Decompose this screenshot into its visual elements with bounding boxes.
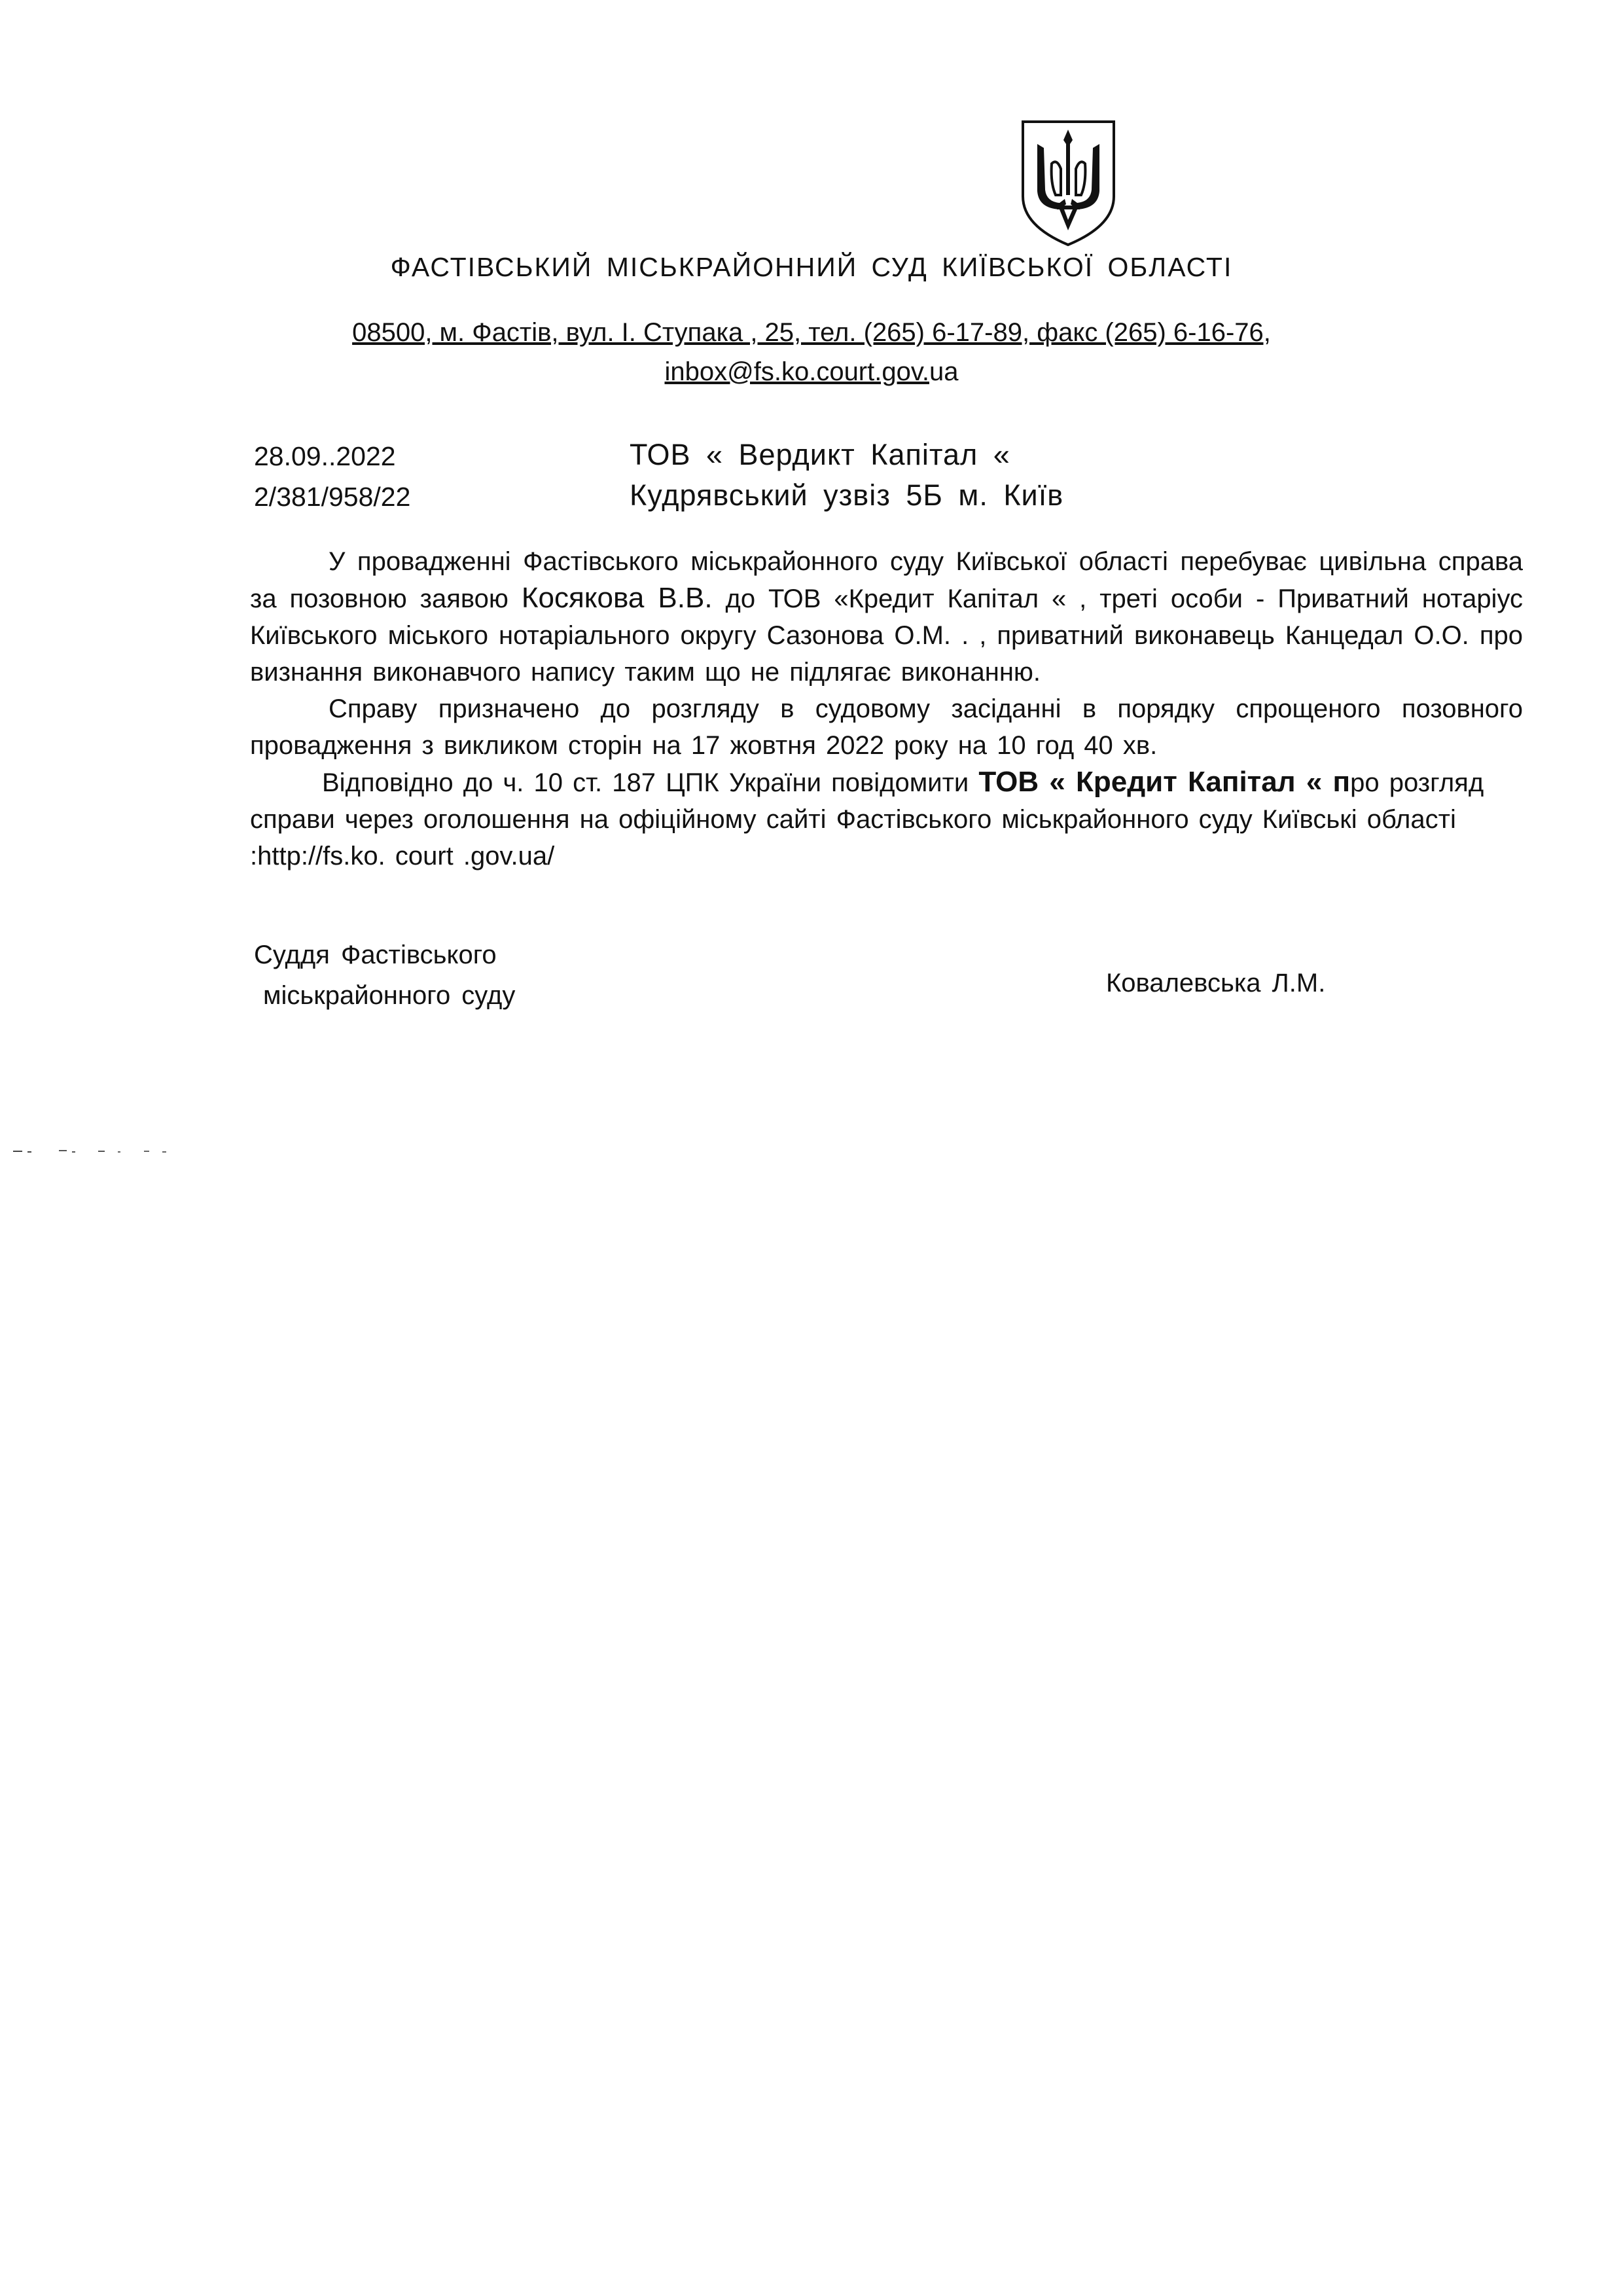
letter-date: 28.09..2022	[254, 441, 396, 471]
judge-title-line1: Суддя Фастівського	[254, 941, 497, 969]
court-address-block	[196, 313, 1427, 391]
letter-meta	[254, 436, 410, 517]
trident-coat-of-arms-icon	[1018, 118, 1119, 249]
letter-body	[250, 543, 1523, 874]
paragraph-case-description	[250, 543, 1523, 691]
paragraph-text: до ТОВ «Кредит Капітал « , треті особи - Приватний нотаріус Київського міського нотаріального округу Сазонова О.М. . , приватний виконавець Канцедал О.О. про визнання виконавчого напису таким що не підлягає виконанню.	[250, 584, 1523, 687]
scan-noise-marks	[13, 1147, 170, 1156]
court-address-line: 08500, м. Фастів, вул. І. Ступака , 25, тел. (265) 6-17-89, факс (265) 6-16-76,	[352, 318, 1271, 347]
court-name-heading: ФАСТІВСЬКИЙ МІСЬКРАЙОННИЙ СУД КИЇВСЬКОЇ ОБЛАСТІ	[390, 252, 1233, 282]
paragraph-notice	[250, 764, 1523, 874]
recipient-block	[630, 435, 1063, 516]
recipient-address: Кудрявський узвіз 5Б м. Київ	[630, 478, 1064, 512]
defendant-name-bold: ТОВ « Кредит Капітал « п	[978, 766, 1351, 798]
recipient-name: ТОВ « Вердикт Капітал «	[630, 438, 1010, 471]
judge-title	[254, 935, 515, 1016]
paragraph-text: Відповідно до ч. 10 ст. 187 ЦПК України повідомити	[322, 768, 979, 797]
paragraph-text: У провадженні Фастівського міськрайонного суду Київської області перебуває цивільна справа за позовною заявою	[250, 547, 1523, 613]
court-email-link[interactable]: inbox@fs.ko.court.gov.	[664, 357, 929, 386]
judge-name: Ковалевська Л.М.	[1106, 969, 1326, 997]
paragraph-text: ро розгляд справи через оголошення на офіційному сайті Фастівського міськрайонного суду Київські області :http://fs.ko. court .gov.ua/	[250, 768, 1484, 870]
court-email-tail: ua	[929, 357, 959, 386]
paragraph-hearing-date: Справу призначено до розгляду в судовому засіданні в порядку спрощеного позовного провадження з викликом сторін на 17 жовтня 2022 року на 10 год 40 хв.	[250, 694, 1523, 760]
plaintiff-name: Косякова В.В.	[521, 582, 713, 614]
judge-title-line2: міськрайонного суду	[263, 981, 516, 1010]
case-number: 2/381/958/22	[254, 482, 411, 512]
